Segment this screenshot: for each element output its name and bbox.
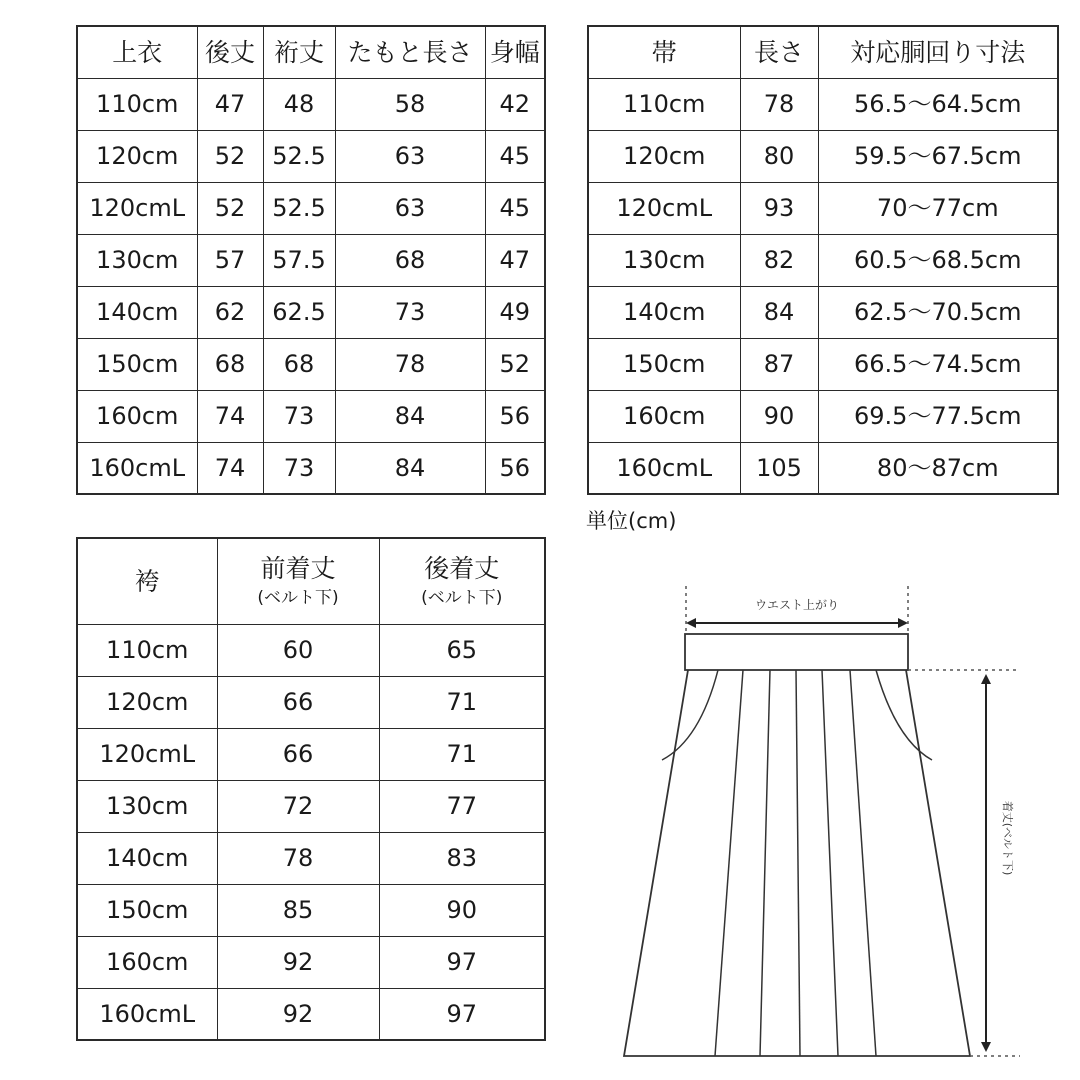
length-arrow-top bbox=[981, 674, 991, 684]
hakama-table-cell: 97 bbox=[379, 936, 545, 988]
obi-table-cell: 82 bbox=[740, 234, 818, 286]
length-arrow-bottom bbox=[981, 1042, 991, 1052]
hakama-table-cell: 66 bbox=[217, 676, 379, 728]
obi-table-cell: 160cm bbox=[588, 390, 740, 442]
waist-arrow-left bbox=[686, 618, 696, 628]
hakama-header-front-length: 前着丈 (ベルト下) bbox=[217, 538, 379, 624]
jacket-table-cell: 56 bbox=[485, 442, 545, 494]
jacket-table-cell: 52 bbox=[197, 182, 263, 234]
hakama-belt bbox=[685, 634, 908, 670]
pleat-line bbox=[822, 670, 838, 1056]
jacket-table-cell: 84 bbox=[335, 390, 485, 442]
obi-table-row bbox=[588, 130, 1058, 182]
obi-table-cell: 70〜77cm bbox=[818, 182, 1058, 234]
obi-table-cell: 66.5〜74.5cm bbox=[818, 338, 1058, 390]
jacket-table-cell: 47 bbox=[485, 234, 545, 286]
hakama-table-row bbox=[77, 988, 545, 1040]
obi-table-cell: 150cm bbox=[588, 338, 740, 390]
hakama-table-cell: 150cm bbox=[77, 884, 217, 936]
jacket-table-cell: 84 bbox=[335, 442, 485, 494]
jacket-table-row bbox=[77, 182, 545, 234]
unit-note: 単位(cm) bbox=[586, 509, 677, 533]
jacket-header-cell: 上衣 bbox=[77, 26, 197, 78]
hakama-table-cell: 97 bbox=[379, 988, 545, 1040]
jacket-table-cell: 57 bbox=[197, 234, 263, 286]
jacket-table-cell: 68 bbox=[263, 338, 335, 390]
jacket-table-cell: 52 bbox=[197, 130, 263, 182]
obi-table-row bbox=[588, 390, 1058, 442]
jacket-table-cell: 130cm bbox=[77, 234, 197, 286]
hakama-table-cell: 92 bbox=[217, 988, 379, 1040]
hakama-table-cell: 160cm bbox=[77, 936, 217, 988]
waist-label: ウエスト上がり bbox=[754, 598, 840, 612]
pleat-line bbox=[715, 670, 743, 1056]
jacket-table-cell: 63 bbox=[335, 182, 485, 234]
jacket-table-row bbox=[77, 338, 545, 390]
obi-table-cell: 120cmL bbox=[588, 182, 740, 234]
waist-arrow-right bbox=[898, 618, 908, 628]
hakama-table-cell: 71 bbox=[379, 728, 545, 780]
jacket-table-cell: 73 bbox=[335, 286, 485, 338]
jacket-table-cell: 52.5 bbox=[263, 182, 335, 234]
jacket-table-cell: 110cm bbox=[77, 78, 197, 130]
jacket-header-cell: 後丈 bbox=[197, 26, 263, 78]
obi-table-cell: 59.5〜67.5cm bbox=[818, 130, 1058, 182]
hakama-table-cell: 140cm bbox=[77, 832, 217, 884]
hakama-header-back-length: 後着丈 (ベルト下) bbox=[379, 538, 545, 624]
jacket-table-cell: 47 bbox=[197, 78, 263, 130]
pleat-line bbox=[796, 670, 800, 1056]
obi-header-cell: 長さ bbox=[740, 26, 818, 78]
hakama-table-row bbox=[77, 884, 545, 936]
obi-table-cell: 80 bbox=[740, 130, 818, 182]
jacket-table-row bbox=[77, 442, 545, 494]
jacket-table-cell: 52.5 bbox=[263, 130, 335, 182]
jacket-table-cell: 140cm bbox=[77, 286, 197, 338]
jacket-table-cell: 160cmL bbox=[77, 442, 197, 494]
hakama-table-cell: 60 bbox=[217, 624, 379, 676]
jacket-table-row bbox=[77, 286, 545, 338]
jacket-table-cell: 49 bbox=[485, 286, 545, 338]
jacket-table-cell: 62 bbox=[197, 286, 263, 338]
hakama-table-cell: 78 bbox=[217, 832, 379, 884]
obi-table-cell: 130cm bbox=[588, 234, 740, 286]
jacket-table-cell: 74 bbox=[197, 442, 263, 494]
hakama-table-cell: 65 bbox=[379, 624, 545, 676]
hakama-table-row bbox=[77, 780, 545, 832]
obi-header-row bbox=[588, 26, 1058, 78]
obi-table-row bbox=[588, 78, 1058, 130]
jacket-table-cell: 120cm bbox=[77, 130, 197, 182]
obi-table-cell: 80〜87cm bbox=[818, 442, 1058, 494]
length-label: 着丈(ベルト下) bbox=[1001, 800, 1014, 876]
obi-table-cell: 87 bbox=[740, 338, 818, 390]
obi-table-cell: 62.5〜70.5cm bbox=[818, 286, 1058, 338]
jacket-size-table bbox=[76, 25, 546, 495]
jacket-table-row bbox=[77, 234, 545, 286]
pleat-line bbox=[760, 670, 770, 1056]
hakama-table-cell: 120cm bbox=[77, 676, 217, 728]
jacket-header-cell: たもと長さ bbox=[335, 26, 485, 78]
obi-header-cell: 帯 bbox=[588, 26, 740, 78]
obi-table-cell: 140cm bbox=[588, 286, 740, 338]
hakama-table-row bbox=[77, 676, 545, 728]
hakama-table-row bbox=[77, 624, 545, 676]
jacket-table-cell: 57.5 bbox=[263, 234, 335, 286]
hakama-table-cell: 110cm bbox=[77, 624, 217, 676]
jacket-table-row bbox=[77, 130, 545, 182]
jacket-table-cell: 52 bbox=[485, 338, 545, 390]
jacket-header-cell: 身幅 bbox=[485, 26, 545, 78]
jacket-table-cell: 68 bbox=[335, 234, 485, 286]
hakama-size-table bbox=[76, 537, 546, 1041]
hakama-table-cell: 92 bbox=[217, 936, 379, 988]
hakama-table-cell: 90 bbox=[379, 884, 545, 936]
obi-table-row bbox=[588, 234, 1058, 286]
hakama-table-cell: 130cm bbox=[77, 780, 217, 832]
obi-table-cell: 120cm bbox=[588, 130, 740, 182]
jacket-table-cell: 68 bbox=[197, 338, 263, 390]
pleat-line bbox=[850, 670, 876, 1056]
obi-table-cell: 160cmL bbox=[588, 442, 740, 494]
obi-header-cell: 対応胴回り寸法 bbox=[818, 26, 1058, 78]
jacket-table-cell: 73 bbox=[263, 442, 335, 494]
jacket-table-cell: 56 bbox=[485, 390, 545, 442]
obi-table-cell: 105 bbox=[740, 442, 818, 494]
jacket-header-cell: 裄丈 bbox=[263, 26, 335, 78]
hakama-table-cell: 72 bbox=[217, 780, 379, 832]
jacket-table-cell: 45 bbox=[485, 182, 545, 234]
jacket-table-cell: 45 bbox=[485, 130, 545, 182]
jacket-table-cell: 48 bbox=[263, 78, 335, 130]
hakama-table-row bbox=[77, 832, 545, 884]
obi-table-cell: 69.5〜77.5cm bbox=[818, 390, 1058, 442]
hakama-table-row bbox=[77, 936, 545, 988]
obi-table-row bbox=[588, 286, 1058, 338]
hakama-table-cell: 160cmL bbox=[77, 988, 217, 1040]
jacket-table-cell: 63 bbox=[335, 130, 485, 182]
hakama-table-cell: 77 bbox=[379, 780, 545, 832]
jacket-table-cell: 74 bbox=[197, 390, 263, 442]
obi-table-row bbox=[588, 442, 1058, 494]
obi-table-cell: 56.5〜64.5cm bbox=[818, 78, 1058, 130]
obi-table-row bbox=[588, 338, 1058, 390]
side-slit-left bbox=[662, 670, 718, 760]
jacket-table-cell: 42 bbox=[485, 78, 545, 130]
jacket-table-cell: 120cmL bbox=[77, 182, 197, 234]
side-slit-right bbox=[876, 670, 932, 760]
jacket-header-row bbox=[77, 26, 545, 78]
obi-table-cell: 78 bbox=[740, 78, 818, 130]
hakama-table-cell: 85 bbox=[217, 884, 379, 936]
jacket-table-cell: 62.5 bbox=[263, 286, 335, 338]
obi-table-cell: 60.5〜68.5cm bbox=[818, 234, 1058, 286]
jacket-table-cell: 58 bbox=[335, 78, 485, 130]
jacket-table-cell: 78 bbox=[335, 338, 485, 390]
hakama-table-cell: 83 bbox=[379, 832, 545, 884]
hakama-table-row bbox=[77, 728, 545, 780]
hakama-table-cell: 66 bbox=[217, 728, 379, 780]
obi-table-row bbox=[588, 182, 1058, 234]
obi-table-cell: 90 bbox=[740, 390, 818, 442]
jacket-table-row bbox=[77, 78, 545, 130]
obi-size-table bbox=[587, 25, 1059, 495]
hakama-table-cell: 120cmL bbox=[77, 728, 217, 780]
jacket-table-cell: 160cm bbox=[77, 390, 197, 442]
obi-table-cell: 93 bbox=[740, 182, 818, 234]
hakama-diagram bbox=[600, 570, 1060, 1070]
hakama-header-row bbox=[77, 538, 545, 624]
obi-table-cell: 110cm bbox=[588, 78, 740, 130]
jacket-table-row bbox=[77, 390, 545, 442]
jacket-table-cell: 150cm bbox=[77, 338, 197, 390]
hakama-header-size: 袴 bbox=[77, 538, 217, 624]
hakama-table-cell: 71 bbox=[379, 676, 545, 728]
jacket-table-cell: 73 bbox=[263, 390, 335, 442]
obi-table-cell: 84 bbox=[740, 286, 818, 338]
